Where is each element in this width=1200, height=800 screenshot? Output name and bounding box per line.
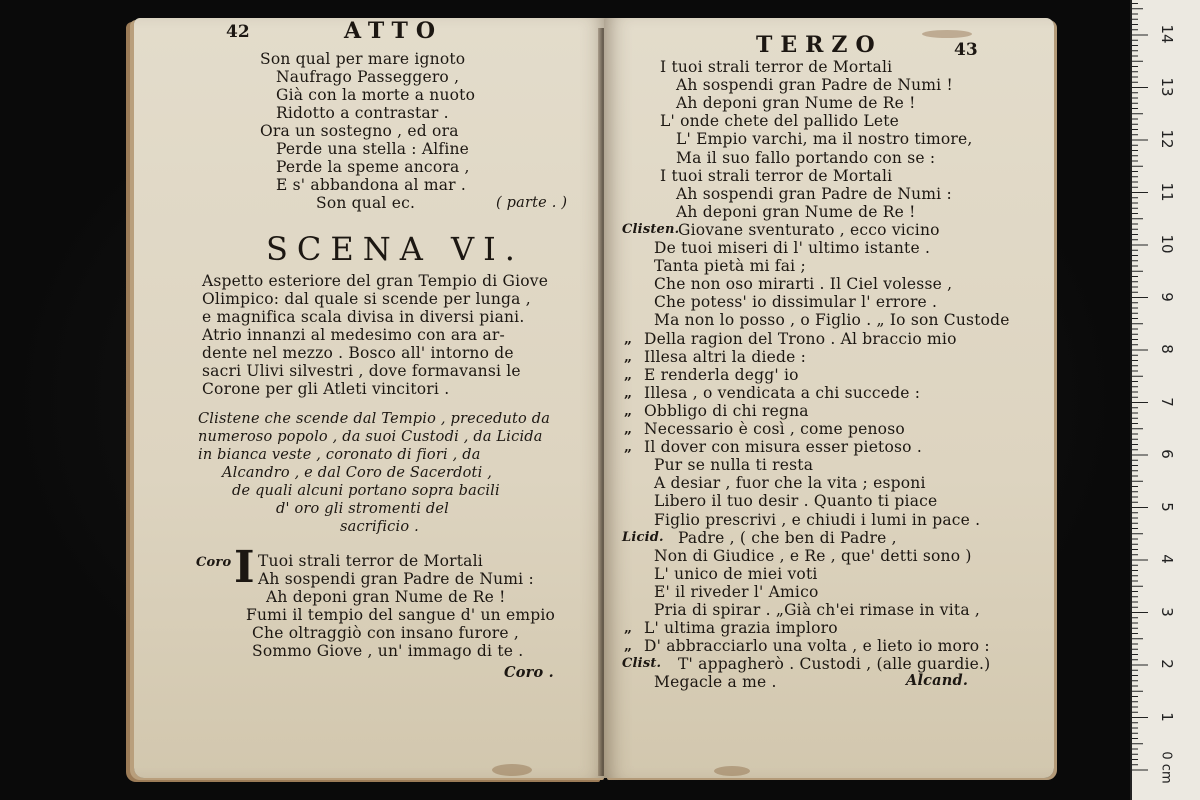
catchword: Coro . [504, 664, 554, 681]
ruler-number: 11 [1158, 181, 1176, 202]
verse-line: Tuoi strali terror de Mortali [258, 552, 483, 570]
dialogue-text: L' ultima grazia imploro [644, 619, 838, 638]
quotation-mark: „ [624, 439, 633, 456]
verse-line: Naufrago Passeggero , [276, 68, 460, 86]
dialogue-text: Ma il suo fallo portando con se : [676, 148, 936, 167]
direction-line: numeroso popolo , da suoi Custodi , da Licida [198, 429, 543, 445]
quotation-mark: „ [624, 330, 633, 347]
setting-line: e magnifica scala divisa in diversi piani. [202, 308, 525, 326]
open-book [128, 18, 1068, 786]
verse-line: Ridotto a contrastar . [276, 104, 449, 122]
verse-line: Ah sospendi gran Padre de Numi : [258, 570, 534, 588]
measuring-ruler [1130, 0, 1200, 800]
verse-line: Fumi il tempio del sangue d' un empio [246, 606, 556, 624]
running-header: ATTO [344, 18, 443, 44]
dialogue-text: Padre , ( che ben di Padre , [678, 528, 897, 547]
ruler-number: 2 [1158, 659, 1176, 669]
dialogue-text: Che non oso mirarti . Il Ciel volesse , [654, 275, 953, 294]
quotation-mark: „ [624, 402, 633, 419]
dialogue-text: Giovane sventurato , ecco vicino [678, 220, 940, 239]
dialogue-text: Figlio prescrivi , e chiudi i lumi in pace . [654, 510, 981, 529]
direction-line: Clistene che scende dal Tempio , preceduto da [198, 411, 551, 427]
left-page [134, 18, 608, 778]
scene-title: SCENA VI. [266, 230, 524, 268]
dialogue-text: Necessario è così , come penoso [644, 420, 905, 438]
dialogue-text: Ah sospendi gran Padre de Numi ! [676, 76, 953, 95]
verse-line: Son qual per mare ignoto [260, 50, 466, 68]
dialogue-text: E' il riveder l' Amico [654, 582, 819, 601]
dialogue-text: L' onde chete del pallido Lete [660, 112, 900, 131]
page-number: 42 [226, 22, 250, 42]
ruler-number: 1 [1158, 711, 1176, 722]
speaker-name: Clist. [622, 656, 662, 672]
dialogue-text: L' unico de miei voti [654, 564, 818, 583]
ruler-number: 13 [1158, 76, 1176, 97]
setting-line: Corone per gli Atleti vincitori . [202, 380, 450, 398]
setting-line: sacri Ulivi silvestri , dove formavansi le [202, 362, 521, 380]
quotation-mark: „ [624, 384, 633, 401]
ruler-number: 10 [1158, 234, 1176, 254]
direction-line: de quali alcuni portano sopra bacili [232, 483, 500, 499]
dialogue-text: Illesa altri la diede : [644, 347, 807, 366]
dialogue-text: Ah deponi gran Nume de Re ! [676, 94, 916, 113]
dialogue-text: Che potess' io dissimular l' errore . [654, 293, 938, 312]
dialogue-text: Il dover con misura esser pietoso . [644, 438, 922, 457]
verse-line: Perde la speme ancora , [276, 158, 470, 176]
dialogue-text: E renderla degg' io [644, 365, 799, 384]
quotation-mark: „ [624, 638, 633, 655]
speaker-name: Clisten. [622, 221, 680, 237]
dialogue-text: Ma non lo posso , o Figlio . „ Io son Custode [654, 311, 1010, 330]
dialogue-text: I tuoi strali terror de Mortali [660, 166, 893, 185]
dialogue-text: De tuoi miseri di l' ultimo istante . [654, 239, 931, 257]
dialogue-text: I tuoi strali terror de Mortali [660, 58, 893, 76]
verse-line: Che oltraggiò con insano furore , [252, 624, 519, 642]
verse-line: E s' abbandona al mar . [276, 176, 467, 194]
direction-line: Alcandro , e dal Coro de Sacerdoti , [222, 465, 493, 481]
quotation-mark: „ [624, 620, 633, 637]
dialogue-text: Ah sospendi gran Padre de Numi : [676, 184, 952, 203]
speaker-name: Licid. [622, 529, 664, 545]
catchword: Alcand. [906, 672, 969, 689]
quotation-mark: „ [624, 366, 633, 383]
dialogue-text: A desiar , fuor che la vita ; esponi [654, 474, 926, 493]
dialogue-text: Pria di spirar . „Già ch'ei rimase in vita , [654, 601, 981, 619]
quotation-mark: „ [624, 348, 633, 365]
ruler-number: 14 [1158, 24, 1176, 44]
dialogue-text: Pur se nulla ti resta [654, 456, 814, 475]
ruler-number: 6 [1158, 449, 1176, 459]
ruler-number: 5 [1158, 501, 1176, 512]
stage-exit: ( parte . ) [496, 195, 568, 211]
ruler-number: 7 [1158, 396, 1176, 407]
verse-line: Già con la morte a nuoto [276, 86, 476, 104]
ruler-number: 4 [1158, 554, 1176, 564]
direction-line: in bianca veste , coronato di fiori , da [198, 447, 481, 463]
closing-line: Son qual ec. [316, 194, 416, 212]
running-header: TERZO [756, 32, 883, 58]
page-stain [492, 764, 532, 776]
setting-line: dente nel mezzo . Bosco all' intorno de [202, 344, 514, 362]
ruler-number: 9 [1158, 291, 1176, 302]
dialogue-text: Tanta pietà mi fai ; [654, 257, 806, 276]
dialogue-text: T' appagherò . Custodi , (alle guardie.) [678, 655, 991, 674]
page-number: 43 [954, 40, 978, 60]
verse-line: Ah deponi gran Nume de Re ! [266, 588, 506, 606]
dialogue-text: Illesa , o vendicata a chi succede : [644, 383, 921, 402]
verse-line: Ora un sostegno , ed ora [260, 122, 459, 140]
ruler-number: 8 [1158, 344, 1176, 354]
drop-cap: I [234, 542, 255, 593]
setting-line: Atrio innanzi al medesimo con ara ar- [202, 326, 505, 344]
dialogue-text: D' abbracciarlo una volta , e lieto io moro : [644, 637, 990, 656]
ruler-number: 12 [1158, 129, 1176, 149]
chorus-speaker: Coro [196, 555, 232, 570]
setting-line: Olimpico: dal quale si scende per lunga , [202, 290, 531, 308]
dialogue-text: Della ragion del Trono . Al braccio mio [644, 329, 957, 348]
right-page [604, 18, 1054, 778]
direction-line: sacrificio . [340, 519, 419, 535]
ruler-number: 3 [1158, 606, 1176, 617]
setting-line: Aspetto esteriore del gran Tempio di Giove [202, 272, 549, 290]
dialogue-text: Libero il tuo desir . Quanto ti piace [654, 492, 938, 511]
dialogue-text: Obbligo di chi regna [644, 401, 809, 420]
quotation-mark: „ [624, 421, 633, 437]
page-stain [922, 30, 972, 38]
dialogue-text: Megacle a me . [654, 673, 777, 692]
dialogue-text: Non di Giudice , e Re , que' detti sono ) [654, 546, 972, 565]
ruler-unit: 0 cm [1158, 751, 1174, 784]
verse-line: Sommo Giove , un' immago di te . [252, 642, 524, 660]
verse-line: Perde una stella : Alfine [276, 140, 470, 158]
page-stain [714, 766, 750, 776]
dialogue-text: Ah deponi gran Nume de Re ! [676, 202, 916, 221]
direction-line: d' oro gli stromenti del [276, 501, 450, 517]
dialogue-text: L' Empio varchi, ma il nostro timore, [676, 130, 973, 149]
